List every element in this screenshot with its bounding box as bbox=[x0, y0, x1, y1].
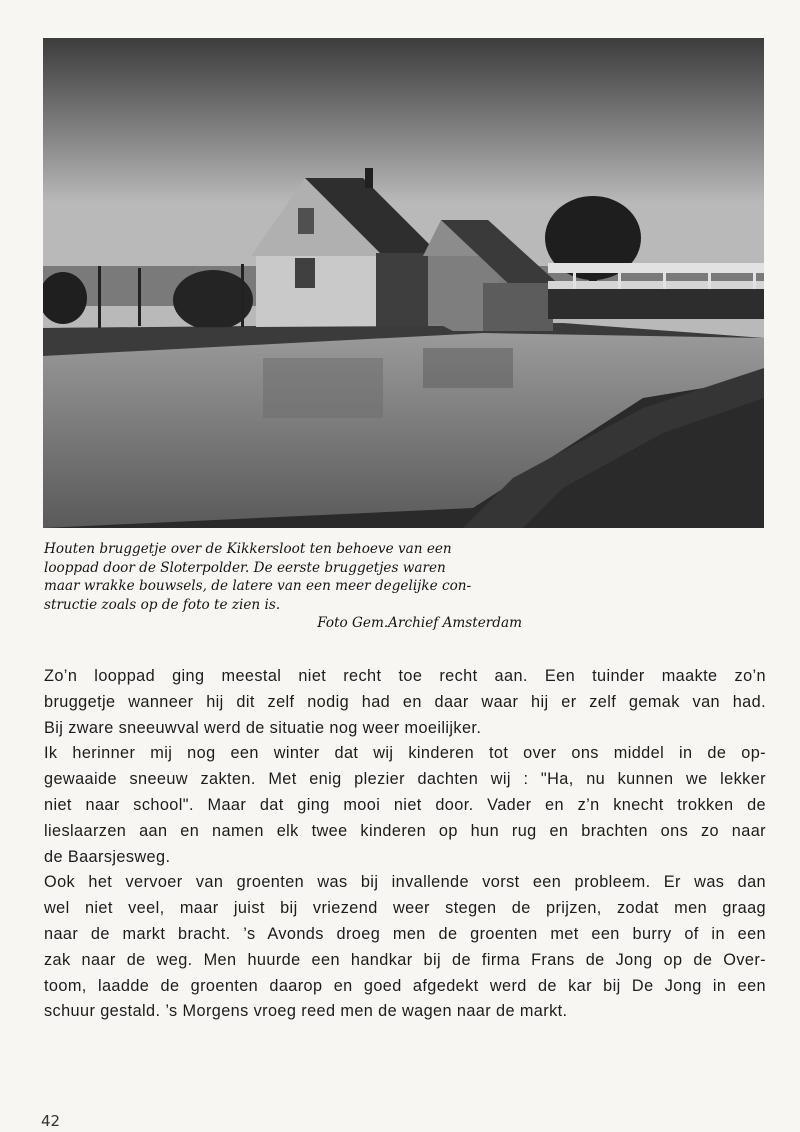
caption-line: Houten bruggetje over de Kikkersloot ten behoeve van een bbox=[44, 541, 452, 557]
body-line: schuur gestald. ’s Morgens vroeg reed men de wagen naar de markt. bbox=[44, 1002, 568, 1021]
body-line: gewaaide sneeuw zakten. Met enig plezier dachten wij : "Ha, nu kunnen we lekker bbox=[44, 770, 766, 789]
caption-line: maar wrakke bouwsels, de latere van een meer degelijke con- bbox=[44, 578, 472, 594]
photo-credit: Foto Gem.Archief Amsterdam bbox=[317, 615, 522, 631]
body-line: naar de markt bracht. ’s Avonds droeg men de groenten met een burry of in een bbox=[44, 924, 766, 943]
body-line: wel niet veel, maar juist bij vriezend weer stegen de prijzen, zodat men graag bbox=[44, 899, 766, 918]
body-line: Ik herinner mij nog een winter dat wij kinderen tot over ons middel in de op- bbox=[44, 744, 766, 763]
wooden-bridge bbox=[548, 263, 764, 319]
body-line: Ook het vervoer van groenten was bij invallende vorst een probleem. Er was dan bbox=[44, 873, 766, 892]
caption-line: structie zoals op de foto te zien is. bbox=[44, 596, 281, 613]
body-line: lieslaarzen aan en namen elk twee kinderen op hun rug en brachten ons zo naar bbox=[44, 821, 766, 840]
body-line: bruggetje wanneer hij dit zelf nodig had en daar waar hij er zelf gemak van had. bbox=[44, 692, 766, 711]
body-line: toom, laadde de groenten daarop en goed afgedekt werd de kar bij De Jong in een bbox=[44, 976, 766, 995]
photo-caption bbox=[44, 540, 524, 633]
caption-line: looppad door de Sloterpolder. De eerste bruggetjes waren bbox=[44, 559, 446, 576]
body-line: zak naar de weg. Men huurde een handkar bij de firma Frans de Jong op de Over- bbox=[44, 950, 766, 969]
body-text bbox=[44, 664, 766, 1025]
body-line: niet naar school". Maar dat ging mooi niet door. Vader en z’n knecht trokken de bbox=[44, 795, 766, 814]
historic-photo-wooden-bridge bbox=[43, 38, 764, 528]
page-number: 42 bbox=[41, 1112, 61, 1130]
body-line: Zo’n looppad ging meestal niet recht toe recht aan. Een tuinder maakte zo’n bbox=[44, 667, 766, 685]
body-line: de Baarsjesweg. bbox=[44, 847, 171, 866]
body-line: Bij zware sneeuwval werd de situatie nog weer moeilijker. bbox=[44, 718, 482, 737]
